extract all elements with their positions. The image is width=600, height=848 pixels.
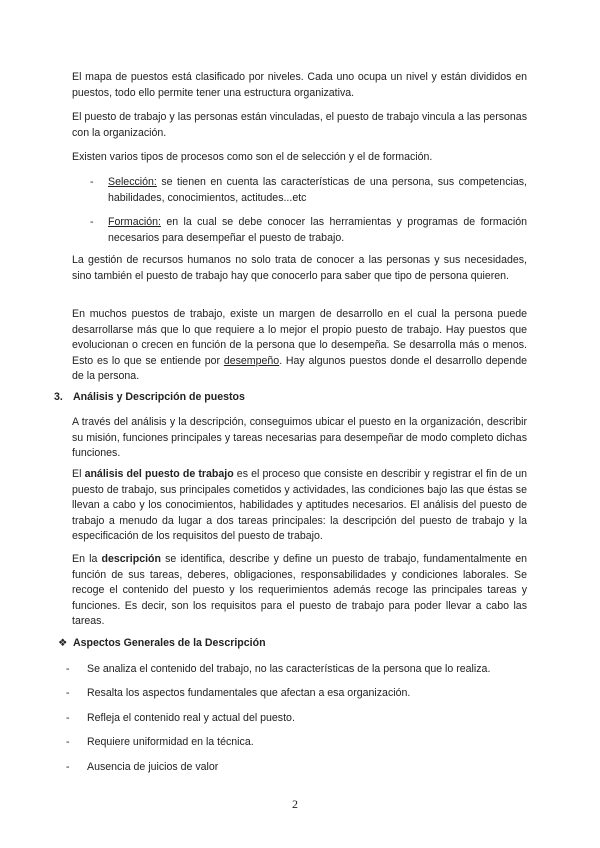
list-item-text: se tienen en cuenta las características de una persona, sus competencias, habilidades, conocimientos, actitudes...etc — [108, 176, 527, 204]
section-heading — [54, 391, 245, 403]
term-descripcion: descripción — [101, 553, 161, 565]
list-item-text: Resalta los aspectos fundamentales que afectan a esa organización. — [87, 687, 411, 699]
list-item-text: Ausencia de juicios de valor — [87, 761, 219, 773]
list-item-formacion — [90, 215, 527, 246]
list-item — [66, 686, 410, 702]
list-item — [66, 735, 254, 751]
term-formacion: Formación: — [108, 216, 161, 228]
list-item-text: en la cual se debe conocer las herramientas y programas de formación necesarios para desempeñar el puesto de trabajo. — [108, 216, 527, 244]
term-seleccion: Selección: — [108, 176, 157, 188]
term-desempeno: desempeño — [223, 354, 280, 367]
list-dash: - — [66, 687, 70, 699]
list-item-seleccion — [90, 175, 527, 206]
list-item — [66, 711, 295, 727]
paragraph-mapa-puestos: El mapa de puestos está clasificado por niveles. Cada uno ocupa un nivel y están divididos en puestos, todo ello permite tener una estructura organizativa. — [72, 71, 527, 99]
paragraph-tipos-procesos: Existen varios tipos de procesos como son el de selección y el de formación. — [72, 151, 433, 163]
list-dash: - — [90, 176, 94, 188]
diamond-bullet-icon: ❖ — [58, 637, 68, 649]
list-dash: - — [66, 761, 70, 773]
list-item — [66, 760, 218, 776]
list-dash: - — [66, 712, 70, 724]
section-number: 3. — [54, 391, 63, 403]
list-dash: - — [66, 663, 70, 675]
paragraph-analisis-puesto: El análisis del puesto de trabajo es el proceso que consiste en describir y registrar el fin de un puesto de trabajo, sus principales cometidos y actividades, las condiciones bajo las que éstas se llevan a cabo y los conocimientos, habilidades y aptitudes necesarios. El análisis del puesto de trabajo a menudo da lugar a dos tareas principales: la descripción del puesto de trabajo y la especificación de los requisitos del puesto de trabajo. — [72, 468, 527, 542]
subsection-title: Aspectos Generales de la Descripción — [73, 637, 266, 649]
list-item-text: Se analiza el contenido del trabajo, no las características de la persona que lo realiza. — [87, 663, 491, 675]
section-title: Análisis y Descripción de puestos — [73, 391, 245, 403]
paragraph-desempeno: En muchos puestos de trabajo, existe un margen de desarrollo en el cual la persona puede desarrollarse más que lo que requiere a lo mejor el propio puesto de trabajo. Hay puestos que evolucionan o crecen en función de la persona que lo desempeña. Se desarrolla más o menos. Esto es lo que se entiende por desempeño. Hay algunos puestos donde el desarrollo depende de la persona. — [72, 308, 527, 382]
paragraph-descripcion: En la descripción se identifica, describe y define un puesto de trabajo, fundamentalmente en función de sus tareas, deberes, obligaciones, responsabilidades y condiciones laborales. Se recoge el contenido del puesto y los requerimientos además recoge las principales tareas y funciones. Es decir, son los requisitos para el puesto de trabajo para poder llevar a cabo las tareas. — [72, 553, 528, 627]
term-analisis-puesto: análisis del puesto de trabajo — [84, 468, 234, 480]
list-item-text: Refleja el contenido real y actual del puesto. — [87, 712, 295, 724]
paragraph-puesto-personas: El puesto de trabajo y las personas están vinculadas, el puesto de trabajo vincula a las personas con la organización. — [72, 111, 527, 139]
list-dash: - — [90, 216, 94, 228]
paragraph-analisis-descripcion: A través del análisis y la descripción, conseguimos ubicar el puesto en la organización, describir su misión, funciones principales y tareas necesarias para desempeñar de modo completo dichas funciones. — [72, 416, 527, 459]
subsection-heading — [58, 637, 266, 649]
list-item-text: Requiere uniformidad en la técnica. — [87, 736, 254, 748]
paragraph-gestion-rrhh: La gestión de recursos humanos no solo trata de conocer a las personas y sus necesidades, sino también el puesto de trabajo hay que conocerlo para saber que tipo de persona quieren. — [72, 254, 527, 282]
list-dash: - — [66, 736, 70, 748]
list-item — [66, 662, 490, 678]
page-number: 2 — [292, 797, 298, 811]
